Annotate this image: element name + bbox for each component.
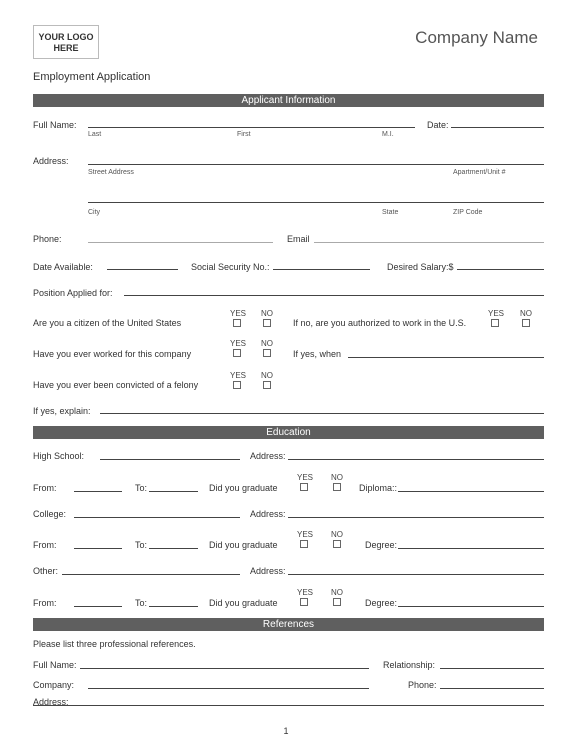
other-graduate-no-checkbox[interactable] [333,598,341,606]
worked-no-checkbox[interactable] [263,349,271,357]
other-yes-label: YES [297,588,314,597]
reference-full-name-field[interactable] [80,668,369,669]
reference-relationship-field[interactable] [440,668,544,669]
logo-line-1: YOUR LOGO [38,32,94,42]
citizen-no-checkbox[interactable] [263,319,271,327]
worked-yes-checkbox[interactable] [233,349,241,357]
street-address-caption: Street Address [88,169,134,176]
date-field[interactable] [451,127,544,128]
city-caption: City [88,209,101,216]
high-school-label: High School: [33,451,85,461]
other-from-label: From: [33,598,57,608]
address-label: Address: [33,156,69,166]
other-graduate-yes-checkbox[interactable] [300,598,308,606]
reference-phone-field[interactable] [440,688,544,689]
middle-initial-caption: M.I. [382,131,394,138]
high-school-from-field[interactable] [74,491,122,492]
date-available-label: Date Available: [33,262,93,272]
apartment-caption: Apartment/Unit # [453,169,506,176]
other-to-field[interactable] [149,606,198,607]
college-graduate-yes-checkbox[interactable] [300,540,308,548]
authorized-question: If no, are you authorized to work in the U.S. [293,318,467,328]
college-label: College: [33,509,67,519]
state-caption: State [382,209,399,216]
felony-question: Have you ever been convicted of a felony [33,380,199,390]
reference-relationship-label: Relationship: [383,660,436,670]
worked-no-label: NO [261,339,273,348]
reference-address-field[interactable] [33,705,544,706]
full-name-field[interactable] [88,127,415,128]
desired-salary-field[interactable] [457,269,544,270]
felony-yes-label: YES [230,371,247,380]
if-yes-when-label: If yes, when [293,349,342,359]
college-yes-label: YES [297,530,314,539]
date-label: Date: [427,120,449,130]
other-address-field[interactable] [288,574,544,575]
college-degree-field[interactable] [398,548,544,549]
college-to-field[interactable] [149,548,198,549]
college-degree-label: Degree: [365,540,398,550]
college-graduate-question: Did you graduate [209,540,278,550]
section-header-references: References [33,618,544,631]
worked-yes-label: YES [230,339,247,348]
email-label: Email [287,234,310,244]
position-label: Position Applied for: [33,288,113,298]
high-school-address-label: Address: [250,451,286,461]
authorized-yes-checkbox[interactable] [491,319,499,327]
high-school-yes-label: YES [297,473,314,482]
authorized-no-label: NO [520,309,532,318]
felony-no-checkbox[interactable] [263,381,271,389]
first-name-caption: First [237,131,251,138]
high-school-no-label: NO [331,473,343,482]
phone-label: Phone: [33,234,62,244]
high-school-to-field[interactable] [149,491,198,492]
ssn-label: Social Security No.: [191,262,270,272]
high-school-address-field[interactable] [288,459,544,460]
explain-label: If yes, explain: [33,406,91,416]
reference-address-label: Address: [33,697,69,707]
references-intro: Please list three professional references. [33,639,196,649]
authorized-yes-label: YES [488,309,505,318]
high-school-from-label: From: [33,483,57,493]
reference-full-name-label: Full Name: [33,660,77,670]
felony-yes-checkbox[interactable] [233,381,241,389]
college-field[interactable] [74,517,240,518]
desired-salary-label: Desired Salary:$ [387,262,454,272]
full-name-label: Full Name: [33,120,77,130]
diploma-label: Diploma:: [359,483,398,493]
other-from-field[interactable] [74,606,122,607]
high-school-graduate-question: Did you graduate [209,483,278,493]
other-school-field[interactable] [62,574,240,575]
diploma-field[interactable] [398,491,544,492]
phone-field[interactable] [88,242,273,243]
high-school-to-label: To: [135,483,148,493]
citizen-yes-checkbox[interactable] [233,319,241,327]
citizen-yes-label: YES [230,309,247,318]
section-header-education: Education [33,426,544,439]
other-degree-field[interactable] [398,606,544,607]
page-number: 1 [283,726,289,736]
street-address-field[interactable] [88,164,544,165]
company-logo-placeholder [33,25,99,59]
reference-phone-label: Phone: [408,680,437,690]
citizen-question: Are you a citizen of the United States [33,318,182,328]
other-no-label: NO [331,588,343,597]
college-to-label: To: [135,540,148,550]
worked-question: Have you ever worked for this company [33,349,192,359]
high-school-graduate-no-checkbox[interactable] [333,483,341,491]
reference-company-field[interactable] [88,688,369,689]
form-title: Employment Application [33,71,151,83]
college-address-field[interactable] [288,517,544,518]
other-school-label: Other: [33,566,59,576]
zip-caption: ZIP Code [453,209,483,216]
date-available-field[interactable] [107,269,178,270]
high-school-field[interactable] [100,459,240,460]
college-address-label: Address: [250,509,286,519]
authorized-no-checkbox[interactable] [522,319,530,327]
ssn-field[interactable] [273,269,370,270]
felony-no-label: NO [261,371,273,380]
college-from-label: From: [33,540,57,550]
college-from-field[interactable] [74,548,122,549]
email-field[interactable] [314,242,544,243]
explain-field[interactable] [100,413,544,414]
logo-line-2: HERE [53,43,79,53]
company-name: Company Name [415,28,538,47]
section-header-applicant: Applicant Information [33,94,544,107]
last-name-caption: Last [88,131,102,138]
college-no-label: NO [331,530,343,539]
other-graduate-question: Did you graduate [209,598,278,608]
college-graduate-no-checkbox[interactable] [333,540,341,548]
position-field[interactable] [124,295,544,296]
reference-company-label: Company: [33,680,75,690]
other-degree-label: Degree: [365,598,398,608]
citizen-no-label: NO [261,309,273,318]
if-yes-when-field[interactable] [348,357,544,358]
city-state-zip-field[interactable] [88,202,544,203]
other-to-label: To: [135,598,148,608]
other-address-label: Address: [250,566,286,576]
high-school-graduate-yes-checkbox[interactable] [300,483,308,491]
